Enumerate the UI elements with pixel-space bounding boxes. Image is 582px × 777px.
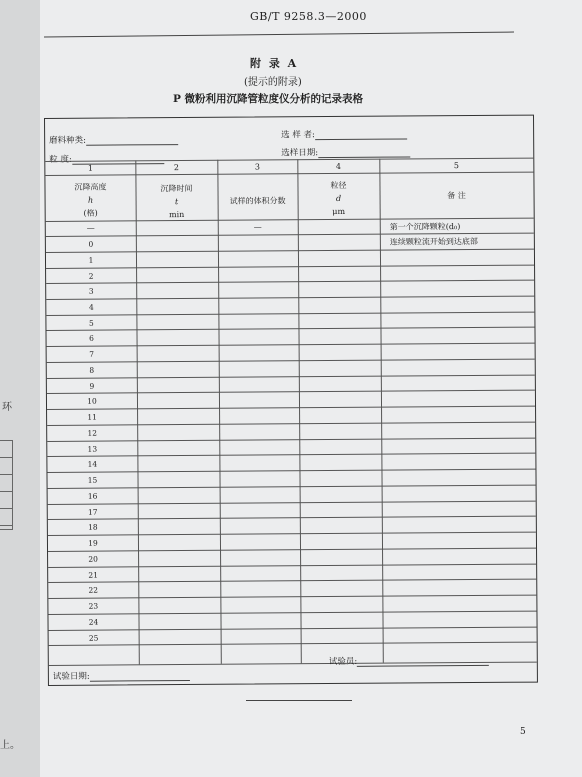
column-number: 3 bbox=[254, 162, 260, 172]
row-rule bbox=[48, 516, 536, 520]
row-rule bbox=[48, 547, 536, 551]
row-rule bbox=[47, 390, 535, 394]
row-rule bbox=[48, 500, 536, 504]
row-rule bbox=[48, 610, 536, 614]
row-height-value: 14 bbox=[87, 460, 98, 470]
first-row-fraction: — bbox=[253, 222, 262, 232]
header-volume-fraction: 试样的体积分数 bbox=[229, 196, 286, 206]
tester-blank[interactable] bbox=[357, 656, 489, 667]
row-rule bbox=[48, 484, 536, 488]
row-height-value: 10 bbox=[87, 397, 97, 407]
row-rule bbox=[47, 437, 535, 441]
sampler-field bbox=[281, 127, 407, 140]
abrasive-type-blank[interactable] bbox=[86, 135, 178, 146]
sampler-blank[interactable] bbox=[315, 129, 407, 140]
row-height-value: 3 bbox=[88, 286, 94, 296]
row-rule bbox=[48, 595, 536, 599]
row-rule bbox=[47, 406, 535, 410]
sampling-date-label: 选样日期: bbox=[281, 148, 319, 159]
column-number: 1 bbox=[87, 163, 93, 173]
row-rule bbox=[48, 532, 536, 536]
header-particle-size: 粒径 d μm bbox=[330, 180, 347, 216]
row-height-value: 5 bbox=[89, 318, 94, 328]
row-rule bbox=[49, 642, 537, 646]
tester-label: 试验员: bbox=[328, 656, 358, 668]
row-height-value: 11 bbox=[87, 412, 97, 422]
column-number: 4 bbox=[335, 161, 341, 171]
row-rule bbox=[46, 264, 534, 268]
column-number: 5 bbox=[453, 161, 459, 171]
test-date-blank[interactable] bbox=[90, 671, 190, 682]
adjacent-page-text: 环 bbox=[2, 402, 12, 413]
tester-field bbox=[329, 654, 489, 667]
abrasive-type-field bbox=[49, 133, 178, 146]
end-rule bbox=[246, 700, 352, 701]
row-height-value: 20 bbox=[88, 554, 98, 564]
row-height-value: 13 bbox=[87, 444, 98, 454]
first-row-height: — bbox=[86, 223, 95, 233]
adjacent-page-table-fragment bbox=[0, 440, 13, 530]
second-row-remark: 连续颗粒流开始到达底部 bbox=[389, 236, 478, 247]
row-rule bbox=[47, 453, 535, 457]
row-rule bbox=[46, 311, 534, 315]
row-height-value: 22 bbox=[88, 585, 99, 595]
row-rule bbox=[46, 296, 534, 300]
row-height-value: 19 bbox=[88, 538, 98, 548]
row-rule bbox=[46, 327, 534, 331]
row-height-value: 8 bbox=[89, 365, 95, 375]
row-rule bbox=[49, 626, 537, 630]
row-height-value: 17 bbox=[87, 507, 98, 517]
appendix-title: 附 录 A bbox=[250, 57, 299, 70]
sampling-date-blank[interactable] bbox=[318, 147, 410, 158]
test-date-field bbox=[53, 669, 190, 682]
page-number: 5 bbox=[520, 727, 526, 737]
row-height-value: 0 bbox=[88, 239, 94, 249]
adjacent-page-strip bbox=[0, 0, 40, 777]
row-rule bbox=[46, 248, 534, 252]
adjacent-page-text-bottom: 上。 bbox=[0, 740, 20, 751]
sampling-date-field bbox=[281, 145, 410, 158]
sampler-label: 选 样 者: bbox=[281, 130, 315, 141]
row-rule bbox=[47, 421, 535, 425]
row-height-value: 12 bbox=[87, 428, 97, 438]
row-height-value: 4 bbox=[88, 302, 94, 312]
row-rule bbox=[47, 374, 535, 378]
row-height-value: 21 bbox=[88, 570, 98, 580]
row-rule bbox=[47, 358, 535, 362]
row-height-value: 25 bbox=[88, 633, 99, 643]
header-settling-height: 沉降高度 h (格) bbox=[74, 182, 107, 218]
row-height-value: 24 bbox=[88, 617, 99, 627]
header-settling-time: 沉降时间 t min bbox=[160, 183, 193, 220]
row-rule bbox=[47, 469, 535, 473]
abrasive-type-label: 磨料种类: bbox=[49, 135, 87, 146]
row-height-value: 6 bbox=[89, 334, 94, 344]
test-date-label: 试验日期: bbox=[52, 671, 90, 682]
row-height-value: 7 bbox=[89, 349, 95, 359]
row-height-value: 9 bbox=[89, 381, 95, 391]
grit-label: 粒 度: bbox=[49, 154, 72, 165]
row-rule bbox=[48, 563, 536, 567]
row-height-value: 15 bbox=[87, 475, 98, 485]
row-height-value: 23 bbox=[88, 601, 99, 611]
appendix-note: (提示的附录) bbox=[244, 77, 302, 88]
appendix-heading: P 微粉利用沉降管粒度仪分析的记录表格 bbox=[173, 93, 364, 105]
row-height-value: 18 bbox=[88, 522, 98, 532]
row-rule bbox=[48, 579, 536, 583]
row-rule bbox=[46, 280, 534, 284]
first-row-remark: 第一个沉降颗粒(d₀) bbox=[389, 222, 461, 232]
row-height-value: 1 bbox=[88, 255, 94, 265]
column-number: 2 bbox=[173, 163, 179, 173]
row-rule bbox=[47, 343, 535, 347]
row-height-value: 16 bbox=[87, 491, 98, 501]
standard-code: GB/T 9258.3—2000 bbox=[250, 10, 367, 23]
record-form bbox=[44, 115, 538, 686]
header-remarks: 备 注 bbox=[447, 191, 466, 201]
row-height-value: 2 bbox=[88, 271, 94, 281]
